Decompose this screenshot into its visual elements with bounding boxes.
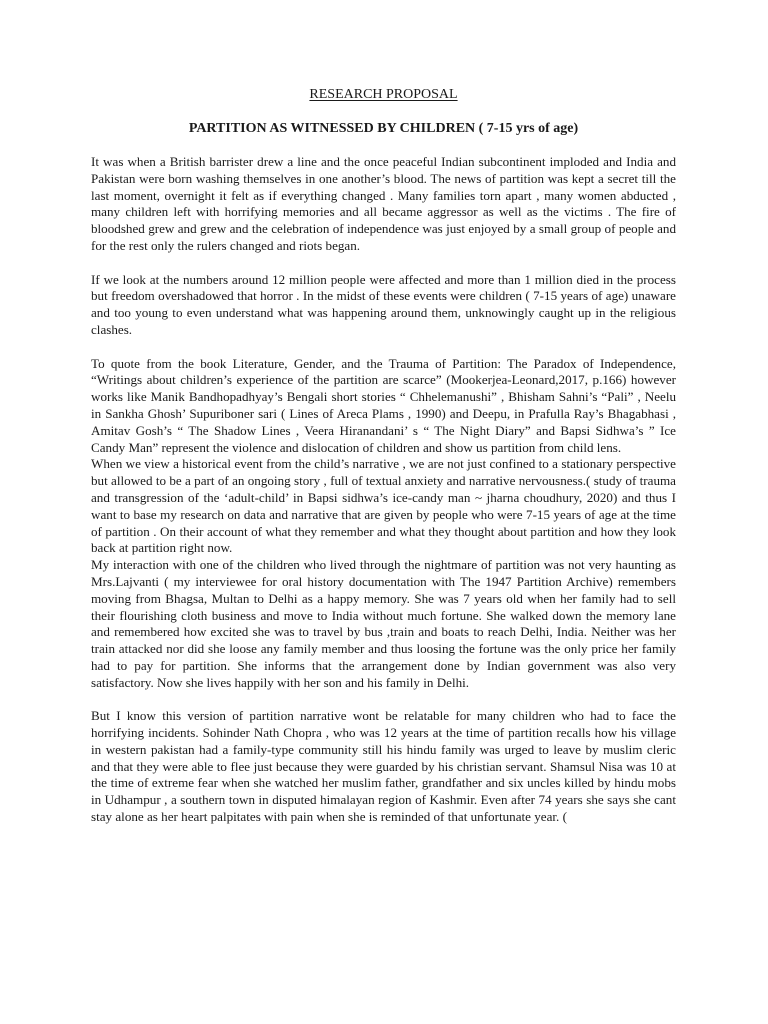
document-page — [91, 86, 676, 826]
paragraph-literature: To quote from the book Literature, Gender, and the Trauma of Partition: The Paradox of Independence, “Writings about children’s experience of the partition are scarce” (Mookerjea-Leonard,2017, p.166) however works like Manik Bandhopadhyay’s Bengali short stories “ Chhelemanushi” , Bhisham Sahni’s “Pali” , Neelu in Sankha Ghosh’ Supuriboner sari ( Lines of Areca Plams , 1990) and Deepu, in Prafulla Ray’s Bhagabhasi , Amitav Gosh’s “ The Shadow Lines , Veera Hiranandani’ s “ The Night Diary” and Bapsi Sidhwa’s ” Ice Candy Man” represent the violence and dislocation of children and show us partition from child lens. — [91, 355, 676, 455]
paragraph-intro: It was when a British barrister drew a line and the once peaceful Indian subcontinent imploded and India and Pakistan were born washing themselves in one another’s blood. The news of partition was kept a secret till the last moment, overnight it felt as if everything changed . Many families torn apart , many women abducted , many children left with horrifying memories and all became aggressor as well as the victims . The fire of bloodshed grew and grew and the celebration of independence was just enjoyed by a small group of people and for the rest only the rulers changed and riots began. — [91, 154, 676, 253]
heading-text: RESEARCH PROPOSAL — [309, 87, 458, 102]
document-heading — [91, 86, 676, 104]
paragraph-gap — [91, 255, 676, 272]
paragraph-gap — [91, 692, 676, 709]
paragraph-accounts: But I know this version of partition narrative wont be relatable for many children who had to face the horrifying incidents. Sohinder Nath Chopra , who was 12 years at the time of partition recalls how his village in western pakistan had a family-type community still his hindu family was urged to leave by muslim cleric and that they were able to flee just because they were guarded by his christian servant. Shamsul Nisa was 10 at the time of extreme fear when she watched her muslim father, grandfather and six uncles killed by hindu mobs in Udhampur , a southern town in disputed himalayan region of Kashmir. Even after 74 years she says she cant stay alone as her heart palpitates with pain when she is reminded of that unfortunate year. ( — [91, 708, 676, 825]
paragraph-numbers: If we look at the numbers around 12 million people were affected and more than 1 million died in the process but freedom overshadowed that horror . In the midst of these events were children ( 7-15 years of age) unaware and too young to even understand what was happening around them, unknowingly caught up in the religious clashes. — [91, 271, 676, 337]
document-title: PARTITION AS WITNESSED BY CHILDREN ( 7-15 yrs of age) — [188, 121, 579, 136]
paragraph-child-narrative: When we view a historical event from the child’s narrative , we are not just confined to a stationary perspective but allowed to be a part of an ongoing story , full of textual anxiety and narrative nervousness.( study of trauma and transgression of the ‘adult-child’ in Bapsi sidhwa’s ice-candy man ~ jharna choudhury, 2020) and thus I want to base my research on data and narrative that are given by people who were 7-15 years of age at the time of partition . On their account of what they remember and what they thought about partition and how they look back at partition right now. — [91, 456, 676, 556]
paragraph-interview: My interaction with one of the children who lived through the nightmare of partition was not very haunting as Mrs.Lajvanti ( my interviewee for oral history documentation with The 1947 Partition Archive) remembers moving from Bhagsa, Multan to Delhi as a happy memory. She was 7 years old when her family had to sell their flourishing cloth business and move to India without much fortune. She walked down the memory lane and remembered how excited she was to travel by bus ,train and boats to reach Delhi, India. Neither was her train attacked nor did she loose any family member and thus loosing the fortune was the only price her family had to pay for partition. She informs that the arrangement done by Indian government was also very satisfactory. Now she lives happily with her son and his family in Delhi. — [91, 557, 676, 690]
paragraph-gap — [91, 339, 676, 356]
